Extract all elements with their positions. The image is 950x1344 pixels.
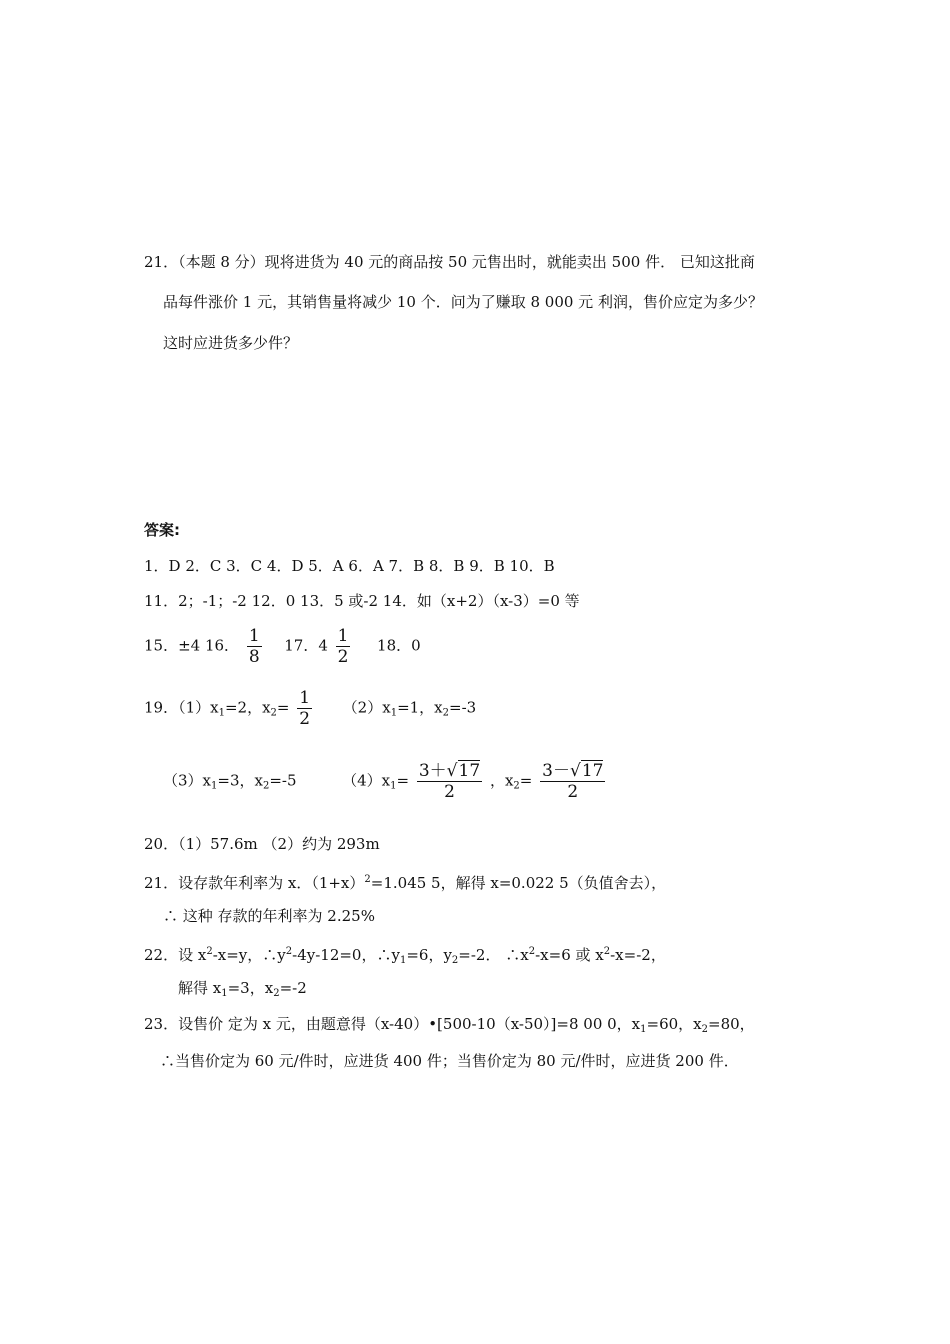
subscript: 1 <box>390 780 397 792</box>
subscript: 2 <box>262 780 270 792</box>
fraction-19-denominator: 2 <box>299 709 311 729</box>
subscript: 1 <box>211 780 218 792</box>
answer-text: =80， <box>708 1015 755 1033</box>
answers-row-19-b <box>163 761 608 802</box>
answer-19-part-2: （2）x <box>342 698 391 717</box>
answer-text: 21．设存款年利率为 x．（1+x） <box>144 874 365 892</box>
answers-row-11-14: 11．2；-1；-2 12．0 13．5 或-2 14．如（x+2）（x-3）=0 等 <box>144 592 580 610</box>
subscript: 1 <box>218 707 225 719</box>
superscript: 2 <box>528 946 536 957</box>
answer-text: ，x <box>489 771 514 790</box>
question-21-line-3: 这时应进货多少件？ <box>163 334 299 352</box>
fraction-17-denominator: 2 <box>337 647 349 667</box>
answers-row-23-conclusion: ∴当售价定为 60 元/件时，应进货 400 件；当售价定为 80 元/件时，应进货 200 件． <box>160 1052 739 1070</box>
answers-row-21-conclusion: ∴ 这种 存款的年利率为 2.25% <box>163 907 375 925</box>
answer-15-16-label: 15．±4 16． <box>144 636 240 655</box>
answer-text: = <box>519 771 533 790</box>
answer-text: =3，x <box>217 771 263 790</box>
subscript: 1 <box>399 955 407 966</box>
answers-row-20: 20．（1）57.6m （2）约为 293m <box>144 835 380 853</box>
subscript: 2 <box>513 780 520 792</box>
answers-row-15-18 <box>144 626 421 667</box>
answer-19-part-3: （3）x <box>163 771 212 790</box>
question-21-line-1: 21．（本题 8 分）现将进货为 40 元的商品按 50 元售出时，就能卖出 500 件． 已知这批商 <box>144 253 755 271</box>
answer-text: =1.045 5，解得 x=0.022 5（负值舍去）， <box>370 874 667 892</box>
answer-text: 22．设 x <box>144 946 207 964</box>
fraction-19 <box>297 688 312 729</box>
radicand: 17 <box>581 761 604 781</box>
superscript: 2 <box>603 946 611 957</box>
fraction-denominator: 2 <box>417 781 482 802</box>
fraction-16-numerator: 1 <box>248 626 260 646</box>
subscript: 2 <box>451 955 459 966</box>
answers-row-22-solution <box>178 978 307 1004</box>
superscript: 2 <box>206 946 213 957</box>
answer-text: =1，x <box>397 698 443 717</box>
fraction-16 <box>247 626 262 667</box>
answer-text: -x=-2， <box>610 946 666 964</box>
sqrt-symbol: √ <box>569 761 581 781</box>
answer-text: =-2． ∴x <box>458 946 529 964</box>
subscript: 1 <box>221 988 228 999</box>
sqrt-symbol: √ <box>446 761 458 781</box>
answer-text: 解得 x <box>178 979 222 997</box>
numerator-term: 3－ <box>542 761 570 781</box>
numerator-term: 3＋ <box>418 761 447 781</box>
fraction-numerator <box>417 761 482 781</box>
answer-text: -x=6 或 x <box>535 946 604 964</box>
fraction-17 <box>336 626 351 667</box>
answer-text: =2，x <box>224 698 271 717</box>
answer-text: =-2 <box>279 979 307 997</box>
fraction-19-root-1 <box>417 761 482 802</box>
fraction-numerator <box>540 761 605 781</box>
answer-text: =6，y <box>406 946 452 964</box>
answers-row-21 <box>144 870 666 893</box>
answers-heading: 答案: <box>144 521 180 539</box>
fraction-16-denominator: 8 <box>248 647 260 667</box>
answer-17-label: 17．4 <box>284 636 328 655</box>
fraction-19-numerator: 1 <box>299 688 311 708</box>
answer-text: =60，x <box>646 1015 702 1033</box>
fraction-denominator: 2 <box>540 781 605 802</box>
subscript: 1 <box>390 707 398 719</box>
radicand: 17 <box>458 761 481 781</box>
subscript: 1 <box>640 1024 647 1035</box>
answer-text: = <box>276 698 290 717</box>
answer-19-part-1: 19．（1）x <box>144 698 219 717</box>
answer-text: 23．设售价 定为 x 元，由题意得（x-40）•[500-10（x-50）]=8 00 0，x <box>144 1015 641 1033</box>
answers-row-23 <box>144 1014 755 1040</box>
answers-row-1-10: 1．D 2．C 3．C 4．D 5．A 6．A 7．B 8．B 9．B 10．B <box>144 557 555 575</box>
answer-text: =-3 <box>449 698 477 717</box>
answer-text: =3，x <box>227 979 274 997</box>
answers-row-22 <box>144 942 666 971</box>
answers-row-19-a <box>144 688 476 729</box>
subscript: 2 <box>273 988 280 999</box>
answer-text: = <box>396 771 410 790</box>
answer-text: =-5 <box>269 771 297 790</box>
superscript: 2 <box>285 946 293 957</box>
superscript: 2 <box>364 874 371 885</box>
answer-18: 18．0 <box>377 636 421 655</box>
answer-text: -4y-12=0，∴y <box>292 946 400 964</box>
question-21-line-2: 品每件涨价 1 元，其销售量将减少 10 个．问为了赚取 8 000 元 利润，售价应定为多少？ <box>163 293 763 311</box>
subscript: 2 <box>442 707 450 719</box>
subscript: 2 <box>270 707 277 719</box>
fraction-19-root-2 <box>540 761 605 802</box>
answer-text: -x=y，∴y <box>212 946 286 964</box>
answer-19-part-4: （4）x <box>342 771 391 790</box>
fraction-17-numerator: 1 <box>337 626 349 646</box>
subscript: 2 <box>701 1024 709 1035</box>
